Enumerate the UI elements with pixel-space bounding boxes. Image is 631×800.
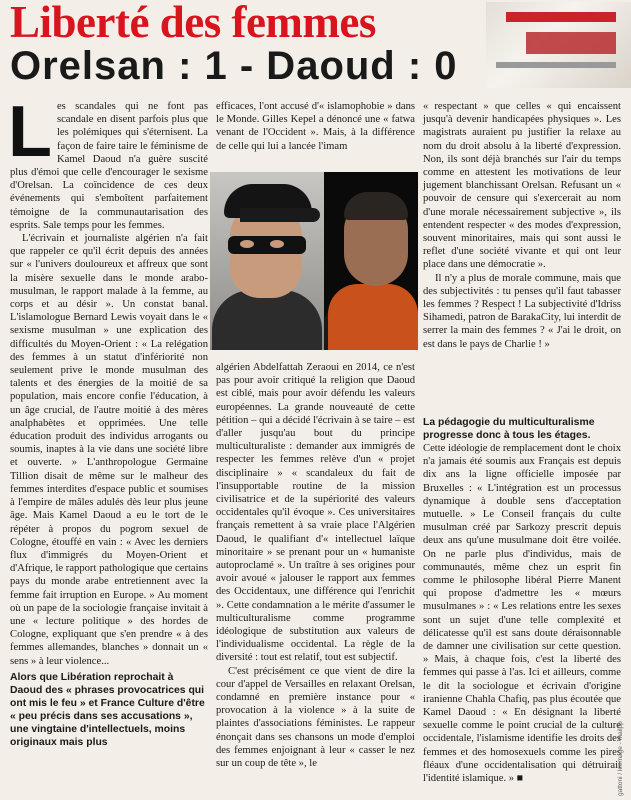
paragraph: efficaces, l'ont accusé d'« islamophobie » dans le Monde. Gilles Kepel a dénoncé une « fatwa venant de l'Occident ». Mais, à la différence de celle qui lui a lancée l'imam [216,101,415,152]
column-2-bottom [216,361,415,770]
photo-daoud [324,172,418,350]
paragraph: Cette idéologie de remplacement dont le choix n'a jamais été soumis aux Français est depuis dix ans la ligne officielle imposée par Bruxelles : « L'intégration est un processus dynamique à double sens d'acceptation mutuelle. » Le Conseil français du culte musulman créé par Sarkozy prescrit depuis deux ans qu'une musulmane doit être voilée. On ne parle plus d'individus, mais de communautés, même chez un esprit fin comme le philosophe libéral Pierre Manent qui propose d'admettre les « mœurs musulmanes » : « Les relations entre les sexes sont un sujet d'une telle complexité et délicatesse qu'il est sans doute déraisonnable de damner une civilisation sur cette question. » Mais, à chaque fois, c'est la liberté des femmes qui passe à l'as. Ici et ailleurs, comme le dit la sociologue et écrivain d'origine iranienne Chahla Chafiq, pas plus écoutée que Kamel Daoud : « En désignant la liberté sexuelle comme le point crucial de la culture occidentale, l'islamisme identifie les droits des femmes et des homosexuels comme les pires fléaux d'une occidentalisation qui détruirait l'identité islamique. » ■ [423,443,621,785]
column-2-top [216,100,415,153]
paragraph: algérien Abdelfattah Zeraoui en 2014, ce n'est pas pour avoir critiqué la religion que Daoud est ciblé, mais pour avoir défendu les valeurs européennes. La grande nouveauté de cette pétition – qui a décidé l'écrivain à se taire – est d'aller jusqu'au bout du principe multiculturaliste : demander aux immigrés de respecter les femmes relève d'un « projet disciplinaire » « scandaleux du fait de l'insupportable routine de la mission civilisatrice et de la supériorité des valeurs occidentales qu'il évoque ». Ces universitaires français remettent à sa vraie place l'Algérien Daoud, le qualifiant d'« intellectuel laïque minoritaire » se prenant pour un « humaniste autoproclamé ». Un traître à ses origines pour avoir avoué « jalouser le rapport aux femmes des Occidentaux, une différence qui l'enrichit ». Cette condamnation a le mérite d'assumer le multiculturalisme comme programme idéologique de substitution aux valeurs de l'individualisme occidental. La règle de la diversité : tout est relatif, tout est subjectif. [216,362,415,664]
paragraph: C'est précisément ce que vient de dire la cour d'appel de Versailles en relaxant Orelsan, condamné en première instance pour « provocation à la violence » à la suite de plaintes d'associations féministes. Le rappeur énonçait dans ses chansons un mode d'emploi des femmes enjoignant à leur « casser le nez sur un coup de tête », le [216,665,415,770]
photo-credit: gattoni / leemage - mailpp [617,721,624,796]
photo-orelsan [210,172,324,350]
paragraph: « respectant » que celles « qui encaissent jusqu'à devenir handicapées physiques ». Les magistrats auraient pu justifier la relaxe au nom du droit absolu à la liberté d'expression. Non, ils sont déjà branchés sur l'air du temps comme en attestent les motivations de leur jugement blanchissant Orelsan. Refusant un « pouvoir de censure qui s'exercerait au nom d'une morale nécessairement subjective », ils entendent respecter « des modes d'expression, souvent minoritaires, mais qui sont aussi le reflet d'une société vivante et qui ont leur place dans une démocratie ». [423,101,621,271]
magazine-cover-thumbnail [486,2,631,88]
section-heading: La pédagogie du multiculturalisme progresse donc à tous les étages. [423,417,595,441]
drop-cap: L [8,92,52,172]
article-subtitle: Orelsan : 1 - Daoud : 0 [10,44,458,88]
article-title: Liberté des femmes [10,0,376,47]
article-photo [210,172,418,350]
paragraph: es scandales qui ne font pas scandale en disent parfois plus que les polémiques qui s'éternisent. La façon de faire taire le féminisme de Kamel Daoud n'a guère suscité plus d'émoi que celle d'encourager le sexisme d'Orelsan. La coïncidence de ces deux événements qui s'emboîtent parfaitement témoigne de la communautarisation des esprits. Sale temps pour les femmes. [10,101,208,231]
lead-paragraph: Alors que Libération reprochait à Daoud des « phrases provocatrices qui ont mis le feu » et France Culture d'être « peu précis dans ses accusations », une vingtaine d'intellectuels, moins originaux mais plus [10,671,205,748]
column-1 [8,92,208,749]
column-3-top [423,100,621,351]
column-3-bottom [423,416,621,785]
paragraph: Il n'y a plus de morale commune, mais que des subjectivités : tu penses qu'il faut tabasser les femmes ? Respect ! La subjectivité d'Idriss Sihamedi, patron de BarakaCity, lui interdit de serrer la main des femmes ? « J'ai le droit, on est dans le pays de Charlie ! » [423,272,621,350]
article-header [0,0,631,92]
paragraph: L'écrivain et journaliste algérien n'a fait que rappeler ce qu'il écrit depuis des années sur « l'univers douloureux et affreux que sont la misère sexuelle dans le monde arabo-musulman, le rapport malade à la femme, au corps et au désir ». Un constat banal. L'islamologue Bernard Lewis voyait dans le « sexisme musulman » une explication des difficultés du Moyen-Orient : « La relégation des femmes à un statut d'infériorité non seulement prive le monde musulman des talents et des énergies de la moitié de sa population, mais encore confie l'éducation, à un âge crucial, de l'autre moitié à des mères analphabètes et opprimées. Une telle éducation produit des individus arrogants ou soumis, inaptes à la vie dans une société libre et ouverte. » L'anthropologue Germaine Tillion disait de même sur le malheur des femmes interdites d'espace public et soumises à l'empire de mâles adulés dès leur plus jeune âge. Mais Kamel Daoud a eu le tort de le répéter à propos du pogrom sexuel de Cologne, étouffé en vain : « Avec les derniers flux d'immigrés du Moyen-Orient et d'Afrique, le rapport pathologique que certains pays du monde arabe entretiennent avec la femme fait irruption en Europe. » Au moment où un pape de la sociologie française invitait à une « lecture politique » des hordes de Cologne, expliquant que s'en prendre « à des femmes allemandes, blanches » donnait un « sens » à leur violence... [10,233,208,667]
